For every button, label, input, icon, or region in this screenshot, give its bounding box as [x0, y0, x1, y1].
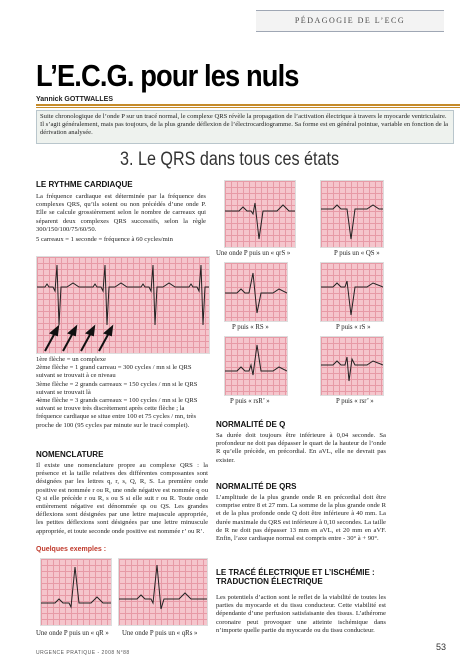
rythme-list-item: 3ème flèche = 2 grands carreaux = 150 cycles / mn si le QRS suivant se trouvait là [36, 380, 198, 396]
rythme-text: La fréquence cardiaque est déterminée par la fréquence des complexes QRS, qu’ils soient ou non précédés d’une onde P. Elle se calcule grossièrement selon le nombre de carreaux qui séparent deux complexes QRS successifs, selon la règle 300/150/100/75/60/50. [36, 193, 206, 233]
examples-label: Quelques exemples : [36, 546, 107, 553]
rhythm-strip [36, 256, 210, 354]
ecg-RS [224, 262, 288, 322]
ecg-qRs [118, 558, 208, 626]
caption-rsr: P puis « rsr’ » [336, 398, 374, 405]
rythme-list-item: 4ème flèche = 3 grands carreaux = 100 cycles / mn si le QRS suivant se trouve très discrètement après cette flèche ; la fréquence cardiaque se situe entre 100 et 75 cycles / mn, très proche de 100 (95 cycles par minute sur le tracé complet). [36, 397, 198, 429]
nomenclature-text: Il existe une nomenclature propre au complexe QRS : la présence et la taille relatives des différentes composantes sont désignées par les lettres q, r, s, Q, R, S. La première onde positive est nommée r ou R, une onde négative est nommée q ou Q si elle précède r ou R, s ou S si elle suit r ou R. Toute onde entièrement négative est dénommée qs ou QS. Les grandes déflexions sont désignées par une lettre majuscule appropriée, les petites déflexions sont désignées par une lettre minuscule appropriée, et toute seconde onde positive est nommée r’ ou R’. [36, 462, 208, 535]
caption-rsR: P puis « rsR’ » [230, 398, 270, 405]
ecg-rS [320, 262, 384, 322]
normalite-qrs-text: L’amplitude de la plus grande onde R en précordial doit être comprise entre 8 et 27 mm. La somme de la plus grande onde R et de la plus profonde onde Q doit être inférieure à 40 mm. La durée maximale du QRS est inférieure à 0,10 secondes. La taille de R ne doit pas dépasser 13 mm en aVL, et 20 mm en aVF. Enfin, l’axe cardiaque normal est compris entre - 30° à + 90°. [216, 494, 386, 543]
normalite-q-text: Sa durée doit toujours être inférieure à 0,04 seconde. Sa profondeur ne doit pas dépasser le quart de la hauteur de l’onde R qu’elle précède, en précordial. En aVL, elle ne devrait pas exister. [216, 432, 386, 464]
rythme-list-item: 2ème flèche = 1 grand carreau = 300 cycles / mn si le QRS suivant se trouvait à ce niveau [36, 364, 192, 380]
article-title: L’E.C.G. pour les nuls [36, 58, 299, 93]
ecg-rsR [224, 336, 288, 396]
ecg-QS [320, 180, 384, 248]
trace-text: Les potentiels d’action sont le reflet de la viabilité de toutes les parties du myocarde et du tissu conducteur. Cette viabilité est dépendante d’une perfusion satisfaisante des tissus. L’athérome coronaire peut provoquer une atteinte ischémique dans n’importe quelle partie du myocarde ou du tissu conducteur. [216, 594, 386, 634]
trace-heading: LE TRACÉ ÉLECTRIQUE ET L’ISCHÉMIE : TRADUCTION ÉLECTRIQUE [216, 568, 375, 586]
footer-journal: URGENCE PRATIQUE - 2008 N°88 [36, 650, 130, 656]
rythme-rule: 5 carreaux = 1 seconde = fréquence à 60 cycles/min [36, 236, 173, 243]
caption-rS: P puis « rS » [336, 324, 371, 331]
rythme-heading: LE RYTHME CARDIAQUE [36, 180, 133, 189]
normalite-qrs-heading: NORMALITÉ DE QRS [216, 482, 297, 491]
part-title: 3. Le QRS dans tous ces états [120, 149, 340, 170]
caption-qRs: Une onde P puis un « qRs » [122, 630, 198, 637]
title-rule [36, 104, 460, 106]
intro-box: Suite chronologique de l’onde P sur un tracé normal, le complexe QRS révèle la propagation de l’activation électrique à travers le myocarde ventriculaire. Il s’agit généralement, mais pas toujours, de la plus grande déflexion de l’électrocardiogramme. Sa forme est en général pointue, variable en fonction de la dérivation analysée. [36, 110, 454, 144]
title-rule-thin [36, 107, 460, 108]
normalite-q-heading: NORMALITÉ DE Q [216, 420, 286, 429]
caption-RS: P puis « RS » [232, 324, 269, 331]
rythme-list [36, 356, 208, 430]
caption-QS: P puis un « QS » [334, 250, 380, 257]
ecg-qR [40, 558, 112, 626]
nomenclature-heading: NOMENCLATURE [36, 450, 104, 459]
section-label: PÉDAGOGIE DE L’ECG [294, 16, 406, 25]
author: Yannick GOTTWALLES [36, 96, 114, 103]
ecg-qrS [224, 180, 296, 248]
caption-qrS: Une onde P puis un « qrS » [216, 250, 291, 257]
ecg-rsr [320, 336, 384, 396]
page-number: 53 [436, 642, 447, 652]
caption-qR: Une onde P puis un « qR » [36, 630, 109, 637]
section-header [256, 10, 444, 32]
rythme-list-item: 1ère flèche = un complexe [36, 356, 106, 363]
